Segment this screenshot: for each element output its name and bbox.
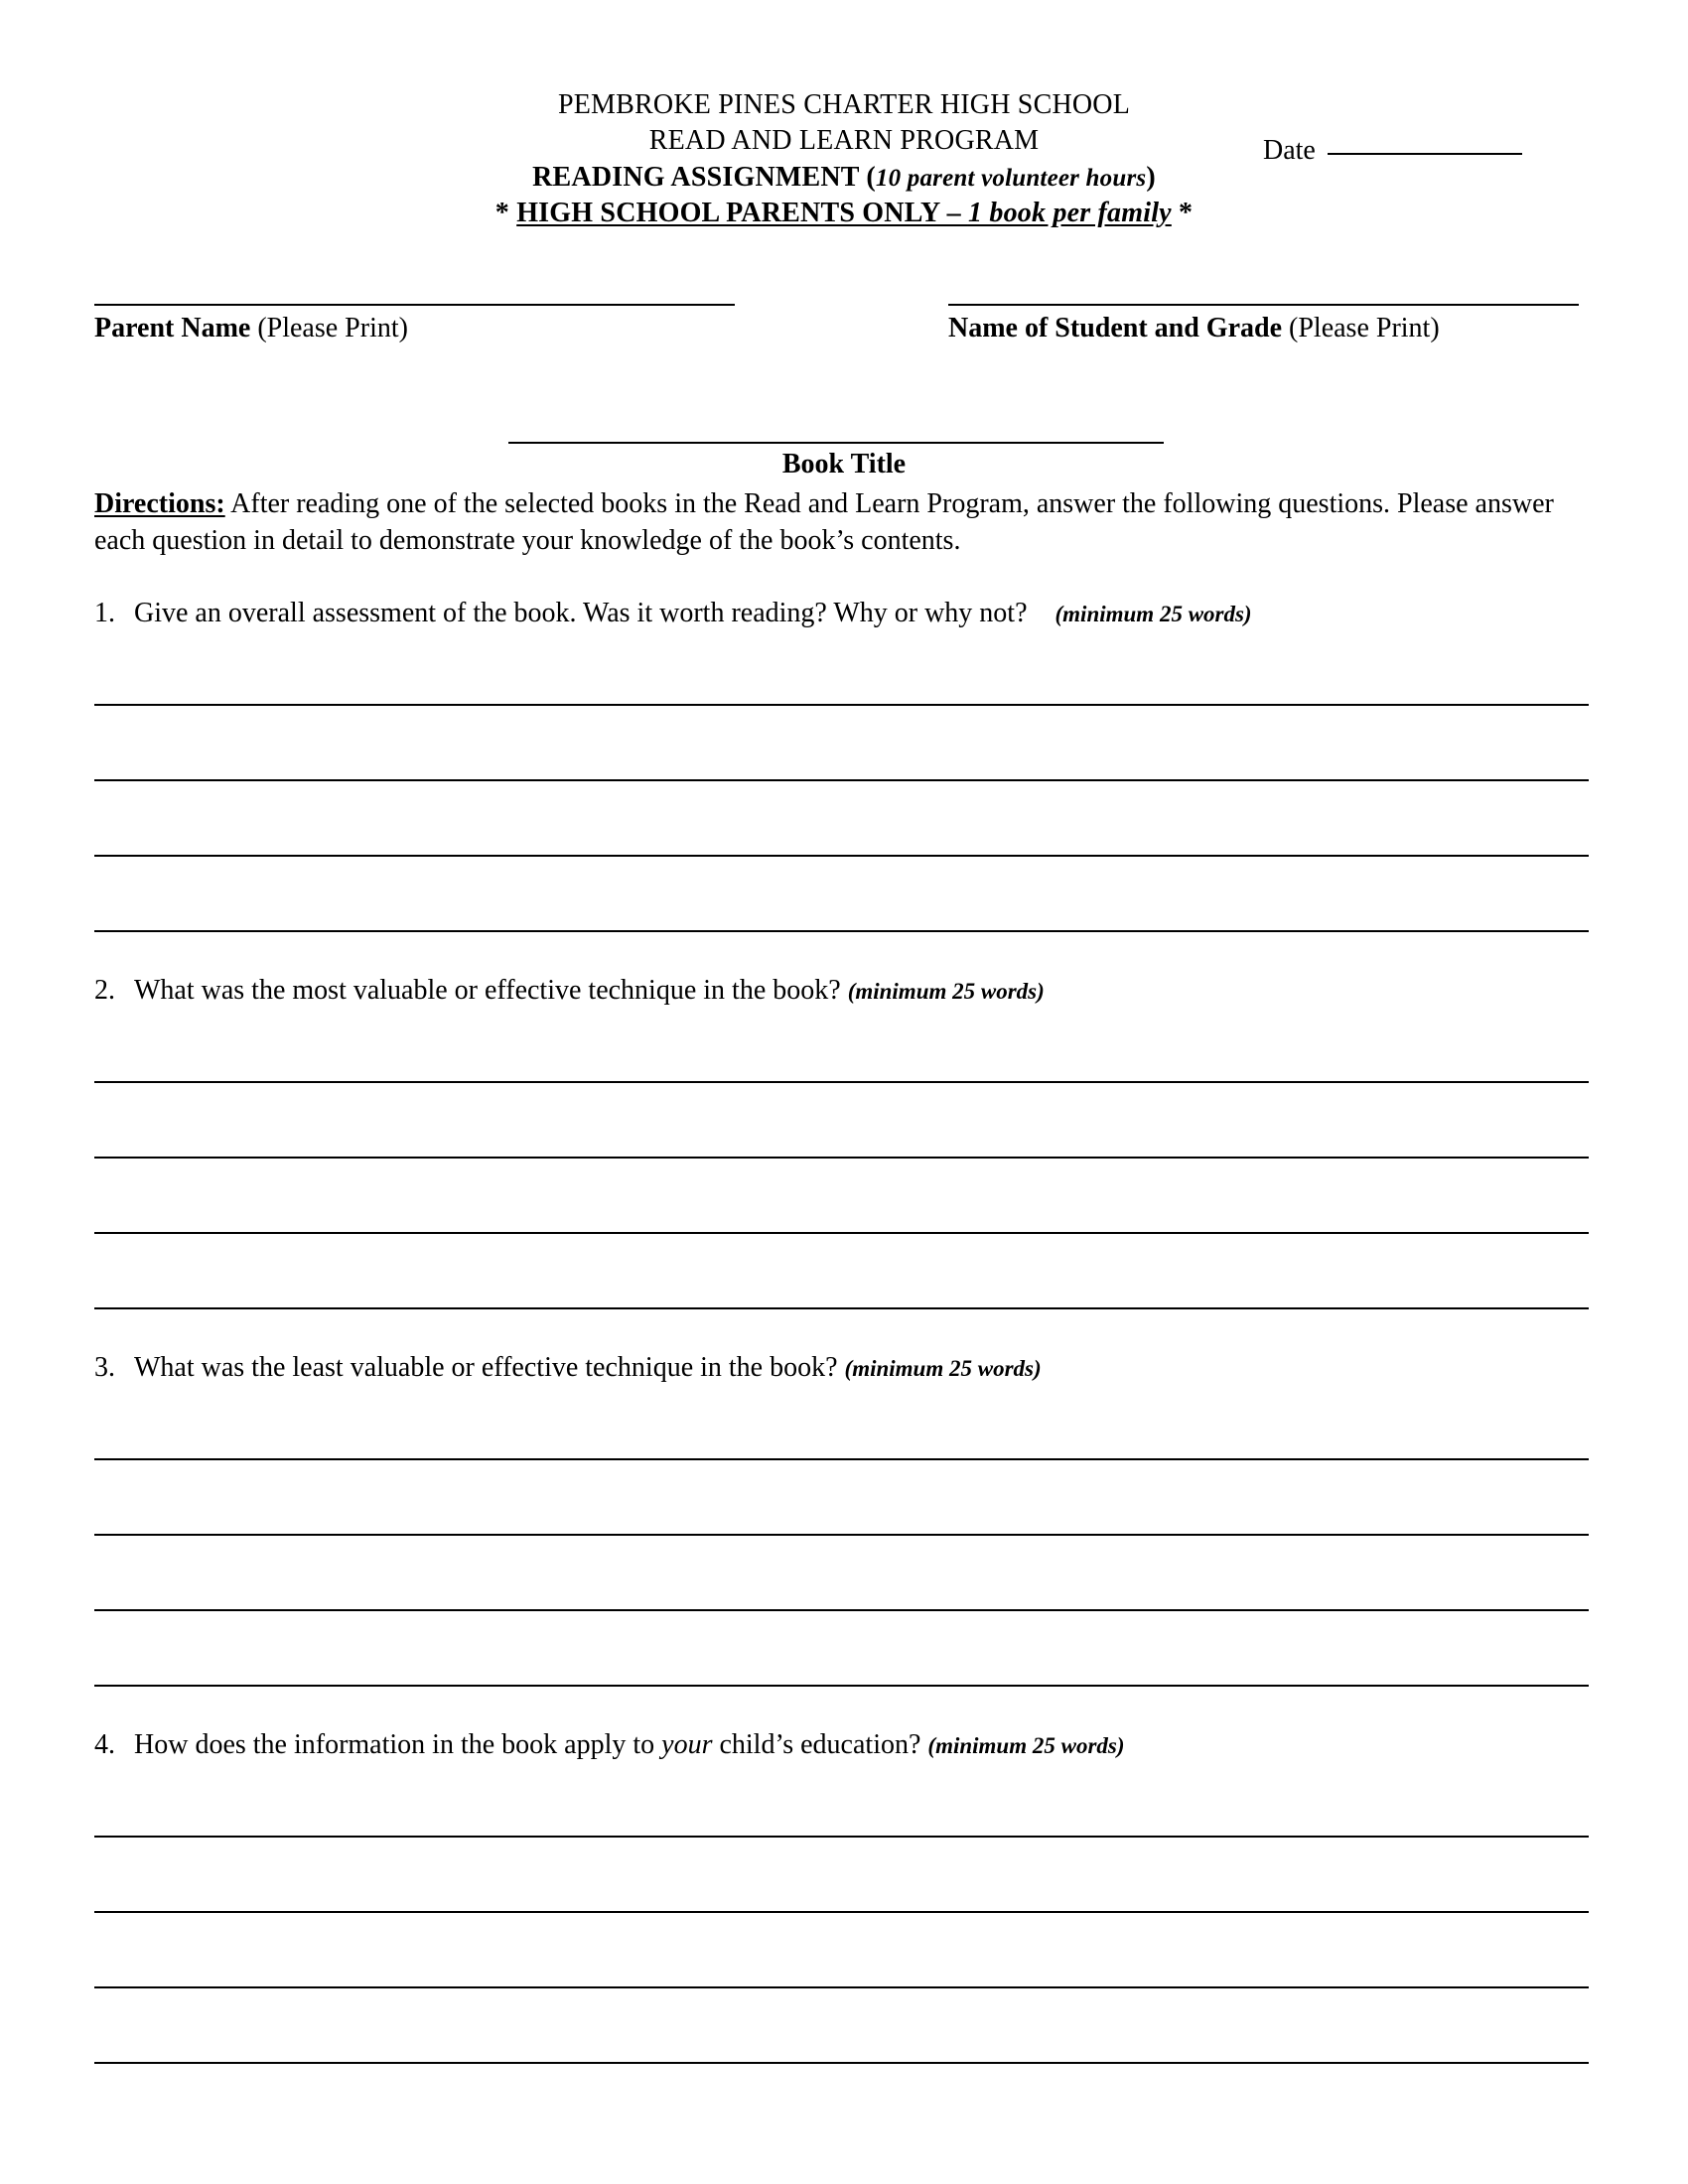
answer-line[interactable]	[94, 1307, 1589, 1309]
question-prompt-tail: child’s education?	[719, 1729, 921, 1760]
question-prompt: Give an overall assessment of the book. Was it worth reading? Why or why not?	[134, 598, 1028, 628]
question-prompt: How does the information in the book apply to	[134, 1729, 655, 1760]
directions-paragraph	[94, 486, 1589, 560]
answer-line[interactable]	[94, 1685, 1589, 1687]
book-title-caption: Book Title	[781, 449, 907, 479]
answer-line[interactable]	[94, 704, 1589, 706]
minimum-words-note: (minimum 25 words)	[847, 979, 1045, 1004]
one-book-per-family-note: 1 book per family	[967, 198, 1172, 229]
directions-body: After reading one of the selected books in the Read and Learn Program, answer the following questions. Please answer each question in detail to demonstrate your knowledge of the book’s contents.	[94, 488, 1554, 556]
question-spacer	[841, 975, 848, 1006]
parent-name-caption	[94, 313, 735, 344]
question-block	[94, 596, 1589, 632]
school-name-line: PEMBROKE PINES CHARTER HIGH SCHOOL	[557, 89, 1131, 120]
volunteer-hours-note: 10 parent volunteer hours	[875, 164, 1147, 192]
name-fields-row	[0, 304, 1688, 373]
question-spacer	[1028, 598, 1055, 628]
question-number: 1.	[94, 598, 115, 628]
question-number: 2.	[94, 975, 115, 1006]
question-spacer	[838, 1352, 845, 1383]
question-block	[94, 973, 1589, 1010]
question-number: 3.	[94, 1352, 115, 1383]
eligibility-star-open: *	[494, 198, 517, 229]
parent-name-field[interactable]	[94, 304, 735, 344]
directions-label: Directions:	[94, 488, 225, 519]
question-text	[94, 1727, 1589, 1764]
question-text	[94, 1350, 1589, 1387]
parent-name-input-blank[interactable]	[94, 304, 735, 306]
question-block	[94, 1727, 1589, 1764]
answer-line[interactable]	[94, 779, 1589, 781]
question-emphasis-word: your	[654, 1729, 720, 1760]
assignment-title-close-paren: )	[1146, 161, 1156, 193]
book-title-input-blank[interactable]	[508, 442, 1164, 444]
answer-line[interactable]	[94, 1609, 1589, 1611]
answer-line[interactable]	[94, 1986, 1589, 1988]
student-name-hint: (Please Print)	[1282, 313, 1440, 343]
eligibility-line	[0, 196, 1688, 231]
eligibility-underlined-group	[516, 198, 1172, 228]
question-text	[94, 973, 1589, 1010]
minimum-words-note: (minimum 25 words)	[927, 1733, 1125, 1758]
minimum-words-note: (minimum 25 words)	[844, 1356, 1042, 1381]
question-number: 4.	[94, 1729, 115, 1760]
student-name-label: Name of Student and Grade	[948, 313, 1283, 343]
eligibility-bold-text: HIGH SCHOOL PARENTS ONLY –	[516, 198, 968, 229]
question-prompt: What was the most valuable or effective technique in the book?	[134, 975, 841, 1006]
program-name-line: READ AND LEARN PROGRAM	[648, 125, 1040, 157]
eligibility-star-close: *	[1171, 198, 1194, 229]
answer-line[interactable]	[94, 1534, 1589, 1536]
answer-line[interactable]	[94, 1836, 1589, 1838]
answer-line[interactable]	[94, 1232, 1589, 1234]
answer-line[interactable]	[94, 930, 1589, 932]
parent-name-label: Parent Name	[94, 313, 251, 343]
question-text	[94, 596, 1589, 632]
date-field[interactable]	[1263, 135, 1522, 167]
question-block	[94, 1350, 1589, 1387]
question-prompt: What was the least valuable or effective technique in the book?	[134, 1352, 838, 1383]
answer-line[interactable]	[94, 855, 1589, 857]
student-name-input-blank[interactable]	[948, 304, 1579, 306]
student-name-caption	[948, 313, 1579, 344]
answer-line[interactable]	[94, 1458, 1589, 1460]
date-input-blank[interactable]	[1328, 153, 1522, 155]
minimum-words-note: (minimum 25 words)	[1055, 602, 1252, 626]
answer-line[interactable]	[94, 1911, 1589, 1913]
answer-line[interactable]	[94, 1081, 1589, 1083]
answer-line[interactable]	[94, 1157, 1589, 1159]
date-label: Date	[1263, 135, 1316, 166]
assignment-title-text: READING ASSIGNMENT (	[532, 161, 876, 193]
student-name-field[interactable]	[948, 304, 1579, 344]
parent-name-hint: (Please Print)	[250, 313, 408, 343]
answer-line[interactable]	[94, 2062, 1589, 2064]
